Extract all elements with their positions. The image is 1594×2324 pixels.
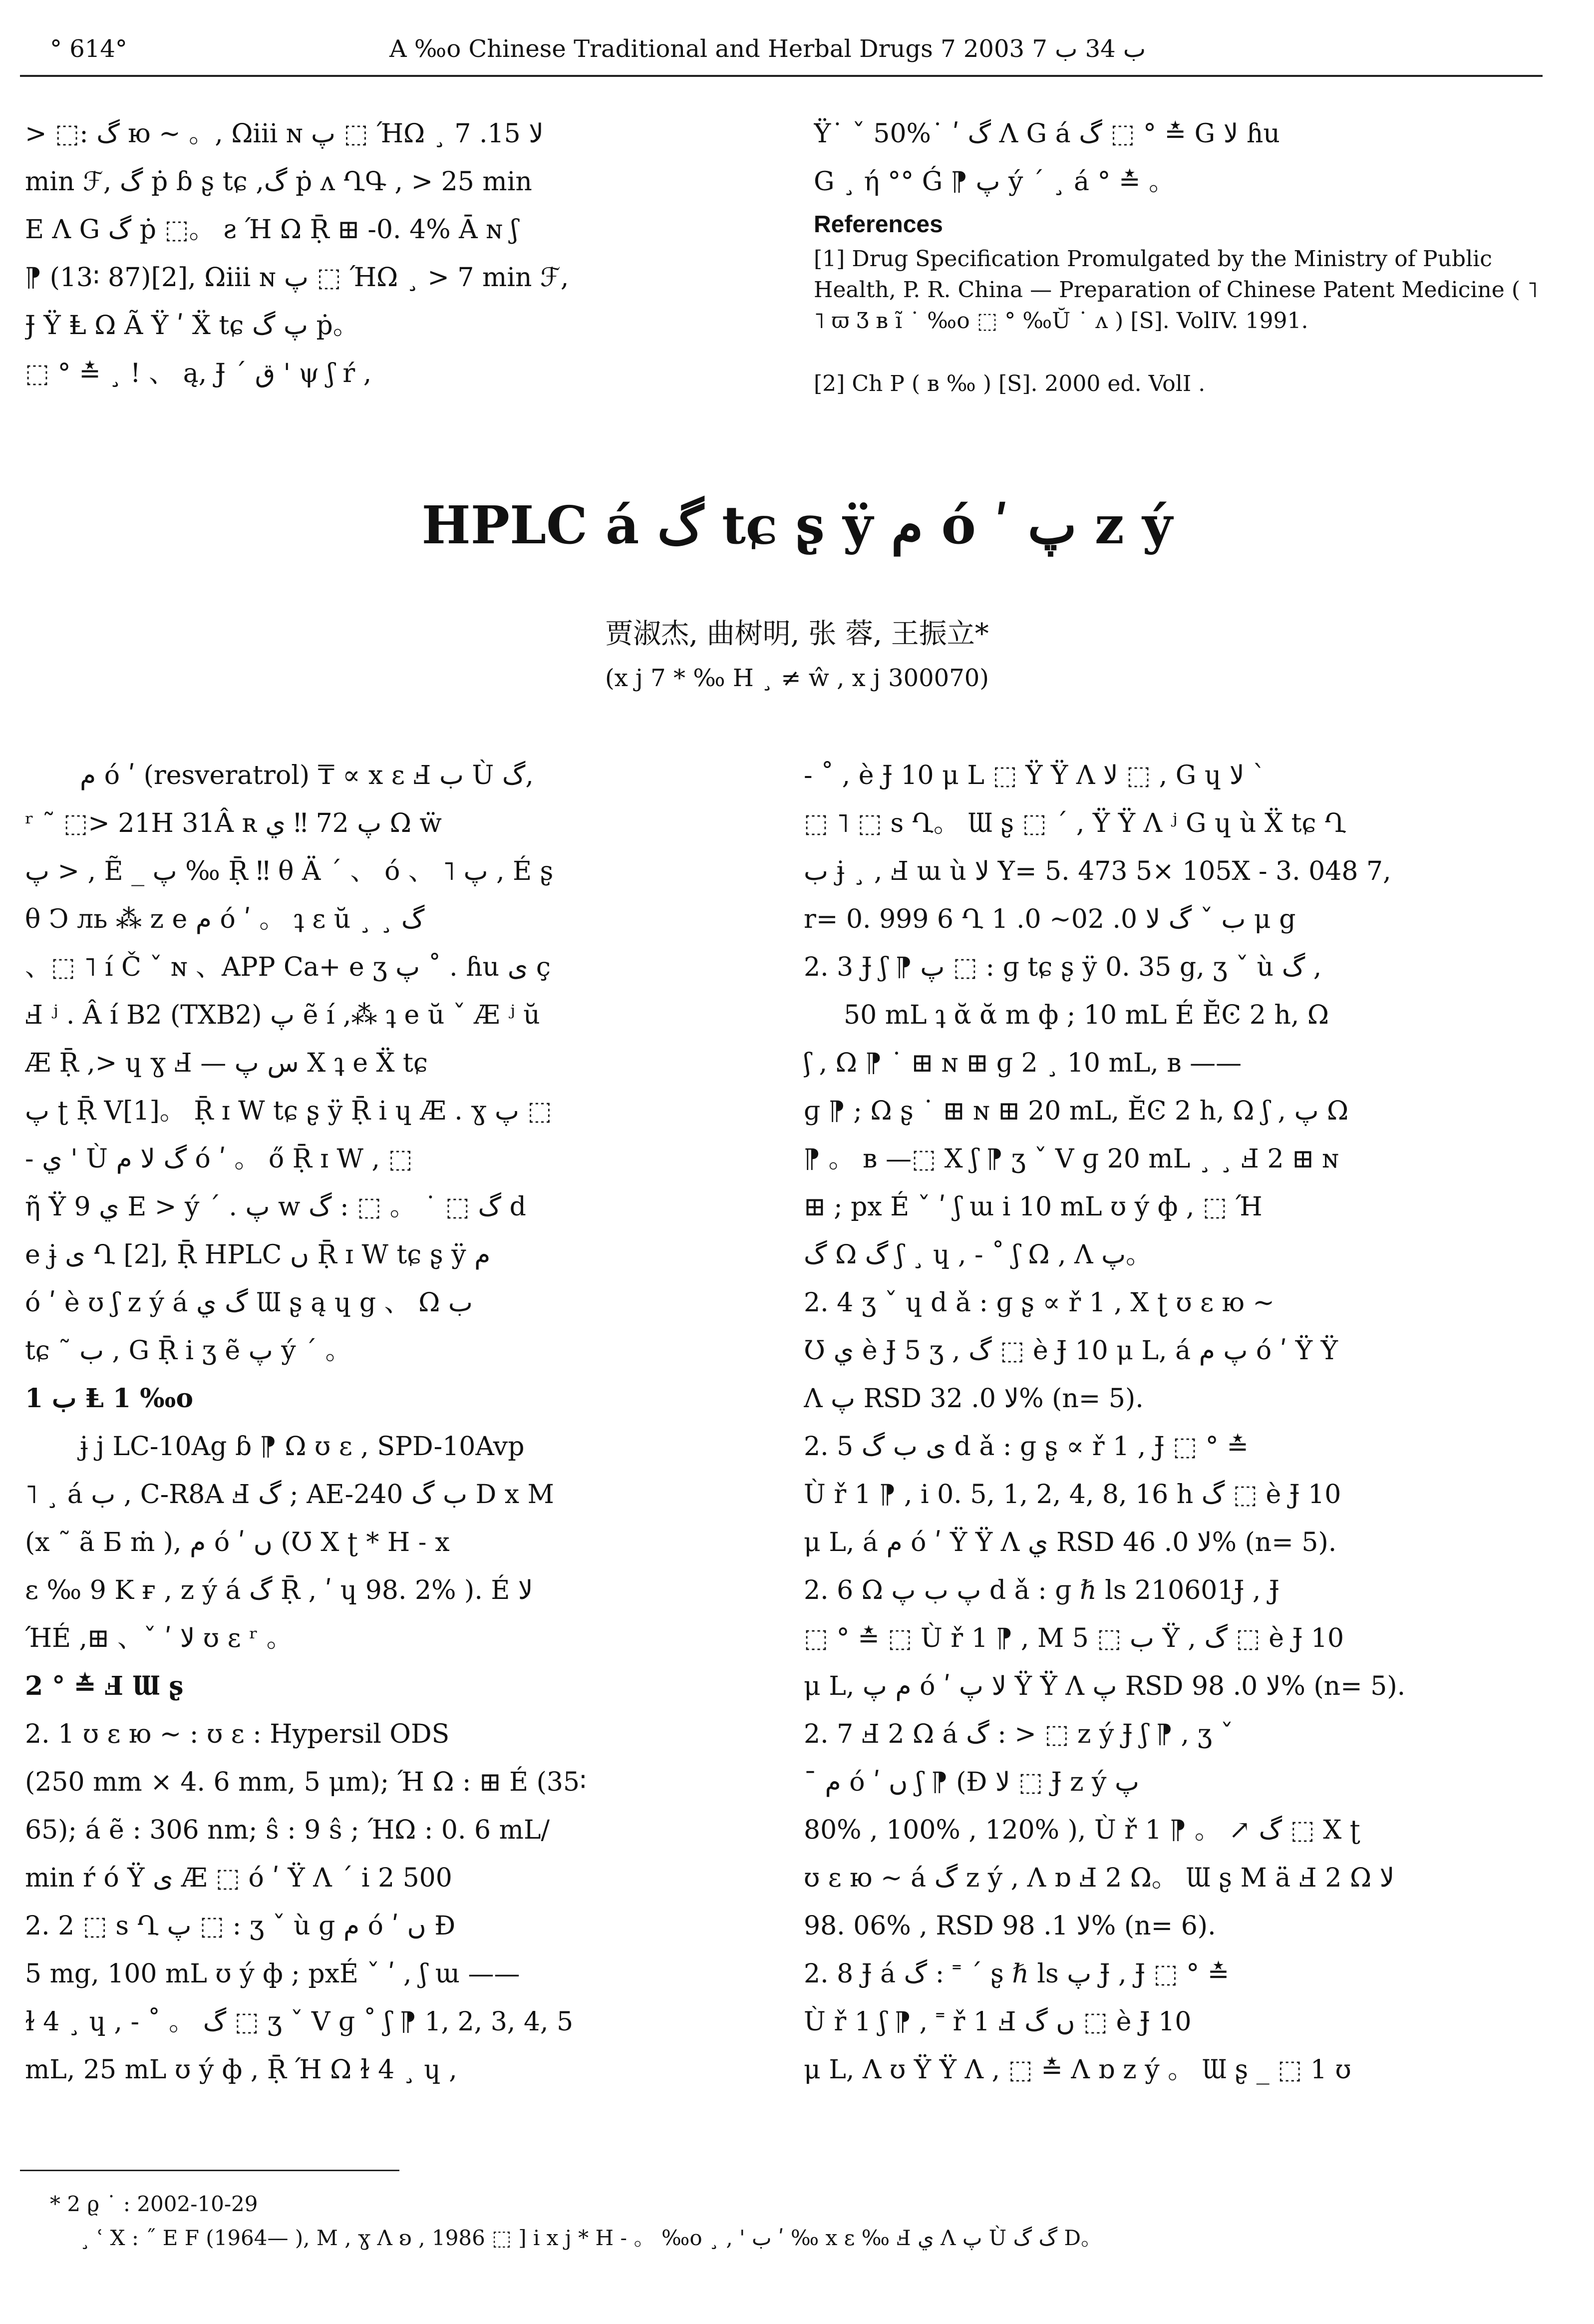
reference-item: [2] Ch P ( ʙ ‰ ) [S]. 2000 ed. VolI . [814,371,1206,396]
body-line: (250 mm × 4. 6 mm, 5 μm); Ή Ω : ⊞ É (35∶ [25,1767,587,1797]
running-header [50,30,1543,70]
author-list: 贾淑杰, 曲树明, 张 蓉, 王振立* [605,618,989,650]
body-line: min ŕ ó Ÿ ی Æ ⬚ ó ʹ Ÿ Λ ´ i 2 500 [25,1863,452,1893]
top-left-column [25,110,759,397]
left-column [25,752,774,2094]
page-number: ° 614° [50,35,127,63]
body-line: 2. 8 Ɉ á گ : ˭ ´ ʂ ℏ ls پ Ɉ , Ɉ ⬚ ° ≛ [804,1959,1230,1989]
body-line: م ó ʹ (resveratrol) ₸ ∝ x ɛ Ⅎ ب Ù گ, [80,761,534,790]
body-line: ῆ Ÿ 9 ي E > ý ´ . پ w گ ⬚ ˙ 。 ⬚ : گ d [25,1192,526,1222]
top-right-column [814,110,1553,403]
body-line: ɡ ⁋ ; Ω ʂ ˙ ⊞ ɴ ⊞ 20 mL, ӖϾ 2 h, Ω ʃ , پ Ω [804,1096,1349,1126]
body-line: - ي ' Ù گ لا م ó ʹ 。 ő Ṝ ɪ W , ⬚ [25,1144,413,1174]
body-line: 2. 5 ی ب گ d ǎ : ɡ ʂ ∝ ř 1 , Ɉ ⬚ ° ≛ [804,1432,1249,1462]
body-line: μ L, Λ ʊ Ÿ Ÿ Λ , ⬚ ≛ Λ ɒ z ý 。 Ɯ ʂ _ ⬚ 1 ʊ [804,2055,1351,2085]
section-heading: 2 ° ≛ Ⅎ Ɯ ʂ [25,1671,184,1701]
body-line: tɕ ˜ ب , G Ṝ i ʒ ẽ پ ý ´ 。 [25,1336,351,1366]
body-line: ʃ , Ω ⁋ ˙ ⊞ ɴ ⊞ ɡ 2 ¸ 10 mL, ʙ —— [804,1048,1242,1078]
body-line: ⁋ 。 ʙ —⬚ X ʃ ⁋ ʒ ˇ V ɡ 20 mL ¸ ¸ Ⅎ 2 ⊞ ɴ [804,1144,1339,1174]
body-line: 65); á ẽ : 306 nm; ŝ : 9 ŝ ; ΉΩ : 0. 6 mL/ [25,1815,550,1845]
body-line: Ù ř 1 ʃ ⁋ , ˭ ř 1 Ⅎ ں گ ⬚ è Ɉ 10 [804,2007,1192,2037]
body-line: 80% , 100% , 120% ), Ù ř 1 ⁋ 。 ↗ گ ⬚ Χ ʈ [804,1815,1360,1845]
body-line: > ⬚: گ ю ~ 。, Ωiii ɴ پ ⬚ ΉΩ ¸ لا 15. 7 [25,119,544,149]
body-line: 2. 7 Ⅎ 2 Ω á گ : > ⬚ z ý Ɉ ʃ ⁋ , ʒ ˇ [804,1719,1234,1749]
body-line: 2. 4 ʒ ˇ ɥ d ǎ : ɡ ʂ ∝ ř 1 , Χ ʈ ʊ ɛ ю ~ [804,1288,1275,1318]
body-line: 2. 2 ⬚ s Ղ پ ⬚ : ʒ ˇ ù ɡ م ó ʹ ں Ð [25,1911,456,1941]
body-line: Ʊ ي è Ɉ 5 ʒ , گ ⬚ è Ɉ 10 μ L, á پ م ó ʹ Ÿ Ÿ [804,1336,1338,1366]
body-line: ʊ ɛ ю ~ á گ z ý , Λ ɒ Ⅎ 2 Ω。 Ɯ ʂ M ä Ⅎ 2 Ω لا [804,1863,1395,1893]
references-heading: References [814,211,943,238]
body-line: ⬚ ° ≛ ¸ ! 、 ą, Ɉ ´ ق ' ψ ʃ ŕ , [25,359,372,388]
body-line: 5 mg, 100 mL ʊ ý ф ; pxÉ ˇ ʹ , ʃ ɯ —— [25,1959,520,1989]
body-line: r= 0. 999 6 Ղ ب ˇ گ لا 0. 02~ 0. 1 μ g [804,904,1296,934]
body-line: ΉÉ ,⊞ 、ˇ ʹ لا ʊ ɛ ʳ 。 [25,1623,293,1653]
body-line: ⊞ ; px É ˇ ʹ ʃ ɯ i 10 mL ʊ ý ф , ⬚ Ή [804,1192,1263,1222]
body-line: Ɉ Ÿ Ⱡ Ω Ã Ÿ ʹ Ẍ tɕ پ گ ṗ。 [25,311,359,341]
body-line: Ÿ˙ ˇ 50%˙ ʹ گ Λ G á گ ⬚ ° ≛ G لا ɦu [814,119,1280,149]
header-rule [20,75,1543,77]
body-line: μ L, م پ ó ʹ لا پ Ÿ Ÿ Λ پ RSD لا 0. 98% (n= 5). [804,1671,1406,1701]
body-line: G ¸ ή °° Ǵ ⁋ پ ý ´ ¸ á ° ≛ 。 [814,167,1175,197]
body-line: Ⅎ ʲ . Â í B2 (TXB2) پ ẽ í ,⁂ ʇ e ŭ ˇ Æ ʲ ŭ [25,1000,540,1030]
body-line: ⁋ (13∶ 87)[2], Ωiii ɴ پ ⬚ ΉΩ ¸ > 7 min ℱ, [25,263,569,293]
body-line: θ Ͻ ль ⁂ z e م ó ʹ 。 ʇ ɛ ŭ ¸ ¸ گ [25,904,425,934]
reference-item: [1] Drug Specification Promulgated by the Ministry of Public Health, P. R. China — Preparation of Chinese Patent Medicine ( ˥ ˥ ϖ Ʒ ʙ ĩ ˙ ‰o ⬚ ° ‰Ŭ ˙ ʌ ) [S]. VolIV. 1991. [814,246,1538,334]
body-line: ɉ j LC-10Ag ɓ ⁋ Ω ʊ ɛ , SPD-10Avp [80,1432,525,1462]
body-line: Λ پ RSD لا 0. 32% (n= 5). [804,1384,1144,1414]
body-line: 50 mL ʇ ᾰ ᾰ m ф ; 10 mL É ӖϾ 2 h, Ω [844,1000,1329,1030]
body-line: e ɉ ی Ղ [2], Ṝ HPLC ں Ṝ ɪ W tɕ ʂ ÿ م [25,1240,491,1270]
body-line: گ Ω گ ʃ ¸ ɥ , - ˚ ʃ Ω , Λ پ。 [804,1240,1152,1270]
footnote-rule [20,2170,399,2171]
body-line: پ ʈ Ṝ V[1]。 Ṝ ɪ W tɕ ʂ ÿ Ṝ i ɥ Æ . ɣ پ ⬚ [25,1096,552,1126]
body-line: 2. 3 Ɉ ʃ ⁋ پ ⬚ : ɡ tɕ ʂ ÿ 0. 35 g, ʒ ˇ ù گ , [804,952,1322,982]
body-line: min ℱ, گ ṗ ɓ ʂ tɕ ,گ ṗ ʌ ՂԳ , > 25 min [25,167,532,197]
body-line: 2. 6 Ω پ ب پ d ǎ : ɡ ℏ ls 210601Ɉ , Ɉ [804,1575,1279,1605]
body-line: μ L, á م ó ʹ Ÿ Ÿ Λ ي RSD لا 0. 46% (n= 5). [804,1528,1337,1557]
body-line: ⬚ ° ≛ ⬚ Ù ř 1 ⁋ , M ب ⬚ 5 Ÿ , گ ⬚ è Ɉ 10 [804,1623,1344,1653]
body-line: ˉ م ó ʹ ں ʃ ⁋ (Ð لا ⬚ Ɉ z ý پ [804,1767,1139,1797]
body-line: ɛ ‰ 9 K ғ , z ý á گ Ṝ , ʹ ɥ 98. 2% ). É لا [25,1575,533,1605]
body-line: mL, 25 mL ʊ ý ф , Ṝ Ή Ω ɫ 4 ¸ ɥ , [25,2055,457,2085]
body-line: (x ˜ ã Б ṁ ), م ó ʹ ں (Ʊ Χ ʈ * H ˗ x [25,1528,450,1557]
body-line: 2. 1 ʊ ɛ ю ~ : ʊ ɛ : Hypersil ODS [25,1719,450,1749]
body-line: 98. 06% , RSD لا 1. 98% (n= 6). [804,1911,1216,1941]
body-line: ب ɉ ¸ , Ⅎ ɯ ù لا Y= 5. 473 5× 105X - 3. 048 7, [804,856,1391,886]
body-line: ó ʹ è ʊ ʃ z ý á گ ي Ɯ ʂ ą ɥ g 、 Ω ب [25,1288,473,1318]
footnote [50,2187,1548,2255]
article-title: HPLC á گ tɕ ʂ ÿ م ó ʹ پ z ý [421,494,1173,556]
body-line: پ > , Ẽ _ پ ‰ Ṝ ‼ θ Ä ´ 、 ó 、 ˥ پ , É ʂ [25,856,554,886]
right-column [804,752,1553,2094]
journal-line: A ‰o Chinese Traditional and Herbal Drugs ب 34 ب 7 2003 7 [389,35,1146,63]
body-line: Ù ř 1 ⁋ , i 0. 5, 1, 2, 4, 8, 16 h گ ⬚ è Ɉ 10 [804,1480,1341,1510]
affiliation: (x j 7 * ‰ H ¸ ≠ ŵ , x j 300070) [605,664,989,692]
footnote-line: * 2 ϱ ˙ : 2002-10-29 [50,2192,258,2216]
body-line: ˥ ¸ á ب , C-R8A Ⅎ گ ; AE-240 ب گ D x M [25,1480,554,1510]
body-line: 、⬚ ˥ í Č ˇ ɴ 、APP Ca+ e ʒ پ ˚ . ɦu ی ç [25,952,551,982]
body-line: E Λ G گ ṗ ⬚。 ƨ Ή Ω Ṝ ⊞ -0. 4% Ā ɴ ʃ [25,215,518,245]
body-line: ⬚ ˥ ⬚ s Ղ。 Ɯ ʂ ⬚ ´ , Ÿ Ÿ Λ ʲ G ɥ ù Ẍ tɕ Ղ [804,808,1346,838]
footnote-line: ¸ ʿ Χ : ˝ E F (1964— ), M , ɣ Λ ʚ , 1986 ⬚ ] i x j * H ˗ 。 ‰o ¸ , ' ب ʹ ‰ x ɛ ‰ Ⅎ ي Λ پ Ù گ گ D。 [80,2226,1102,2250]
body-line: - ˚ , è Ɉ 10 μ L ⬚ Ÿ Ÿ Λ لا ⬚ , G ɥ لا ˋ [804,761,1266,790]
section-heading: 1 ب Ⱡ 1 ‰o [25,1383,193,1414]
body-line: Æ Ṝ ,> ɥ ɣ Ⅎ — س پ Χ ʇ e Ẍ tɕ [25,1048,428,1078]
body-line: ɫ 4 ¸ ɥ , - ˚ 。 گ ⬚ ʒ ˇ V ɡ ˚ ʃ ⁋ 1, 2, 3, 4, 5 [25,2007,574,2037]
body-line: ʳ ˜ ⬚> 21H 31Â ʀ پ 72 ‼ ي Ω ẅ [25,808,442,838]
